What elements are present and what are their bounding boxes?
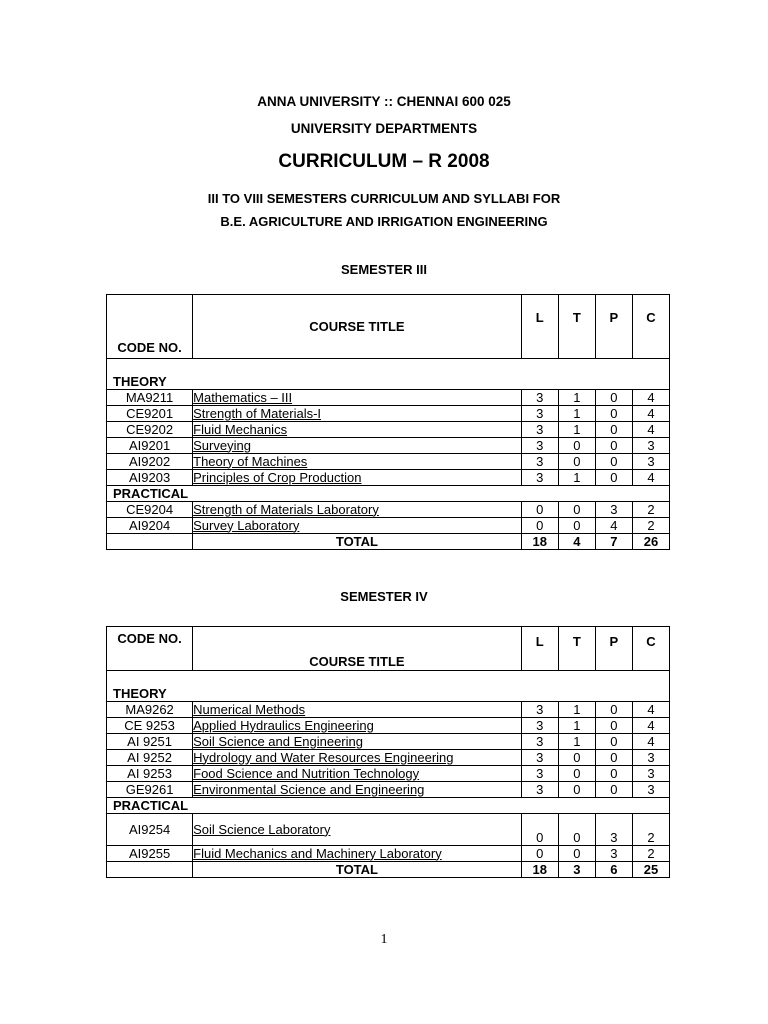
- lecture-hours: 0: [521, 518, 558, 534]
- lecture-hours: 3: [521, 390, 558, 406]
- theory-label: THEORY: [107, 359, 670, 390]
- table-row: [107, 734, 670, 750]
- university-name: ANNA UNIVERSITY :: CHENNAI 600 025: [257, 94, 511, 109]
- total-t: 3: [558, 862, 595, 878]
- col-header-t: T: [558, 295, 595, 359]
- course-code: MA9262: [107, 702, 193, 718]
- credits: 3: [632, 454, 669, 470]
- col-header-code: CODE NO.: [107, 295, 193, 359]
- lecture-hours: 3: [521, 422, 558, 438]
- course-title: Strength of Materials-I: [193, 406, 522, 422]
- col-header-l: L: [521, 295, 558, 359]
- credits: 2: [632, 814, 669, 846]
- practical-hours: 0: [595, 750, 632, 766]
- page-number: 1: [380, 932, 388, 947]
- credits: 3: [632, 750, 669, 766]
- departments-heading: UNIVERSITY DEPARTMENTS: [290, 121, 478, 136]
- practical-hours: 4: [595, 518, 632, 534]
- table-row: [107, 718, 670, 734]
- course-title: Soil Science Laboratory: [193, 814, 522, 846]
- practical-hours: 0: [595, 734, 632, 750]
- tutorial-hours: 1: [558, 734, 595, 750]
- lecture-hours: 0: [521, 814, 558, 846]
- practical-hours: 3: [595, 502, 632, 518]
- col-header-t: T: [558, 627, 595, 671]
- tutorial-hours: 0: [558, 518, 595, 534]
- table-header-row: [107, 295, 670, 359]
- theory-section-row: [107, 671, 670, 702]
- course-title: Soil Science and Engineering: [193, 734, 522, 750]
- credits: 4: [632, 406, 669, 422]
- practical-hours: 0: [595, 390, 632, 406]
- credits: 3: [632, 782, 669, 798]
- tutorial-hours: 0: [558, 782, 595, 798]
- col-header-title: COURSE TITLE: [193, 295, 522, 359]
- table-row: [107, 766, 670, 782]
- tutorial-hours: 1: [558, 390, 595, 406]
- col-header-c: C: [632, 627, 669, 671]
- course-title: Strength of Materials Laboratory: [193, 502, 522, 518]
- course-title: Principles of Crop Production: [193, 470, 522, 486]
- practical-label: PRACTICAL: [107, 798, 670, 814]
- table-row: [107, 814, 670, 846]
- total-l: 18: [521, 534, 558, 550]
- total-t: 4: [558, 534, 595, 550]
- tutorial-hours: 0: [558, 766, 595, 782]
- credits: 2: [632, 502, 669, 518]
- course-title: Surveying: [193, 438, 522, 454]
- theory-section-row: [107, 359, 670, 390]
- table-row: [107, 502, 670, 518]
- lecture-hours: 0: [521, 502, 558, 518]
- table-row: [107, 470, 670, 486]
- tutorial-hours: 1: [558, 718, 595, 734]
- tutorial-hours: 1: [558, 702, 595, 718]
- tutorial-hours: 1: [558, 422, 595, 438]
- credits: 3: [632, 438, 669, 454]
- practical-hours: 0: [595, 782, 632, 798]
- credits: 4: [632, 718, 669, 734]
- course-code: AI9204: [107, 518, 193, 534]
- course-title: Mathematics – III: [193, 390, 522, 406]
- practical-hours: 0: [595, 718, 632, 734]
- tutorial-hours: 0: [558, 502, 595, 518]
- table-row: [107, 846, 670, 862]
- credits: 3: [632, 766, 669, 782]
- total-row: [107, 862, 670, 878]
- col-header-code: CODE NO.: [107, 627, 193, 671]
- semesters-subtitle: III TO VIII SEMESTERS CURRICULUM AND SYLLABI FOR: [207, 191, 561, 206]
- lecture-hours: 3: [521, 454, 558, 470]
- tutorial-hours: 1: [558, 406, 595, 422]
- total-l: 18: [521, 862, 558, 878]
- col-header-title: COURSE TITLE: [193, 627, 522, 671]
- course-title: Theory of Machines: [193, 454, 522, 470]
- course-title: Numerical Methods: [193, 702, 522, 718]
- lecture-hours: 3: [521, 766, 558, 782]
- course-code: CE 9253: [107, 718, 193, 734]
- total-c: 26: [632, 534, 669, 550]
- curriculum-title: CURRICULUM – R 2008: [278, 151, 490, 172]
- lecture-hours: 3: [521, 406, 558, 422]
- lecture-hours: 3: [521, 438, 558, 454]
- programme-title: B.E. AGRICULTURE AND IRRIGATION ENGINEERING: [220, 214, 548, 229]
- course-title: Food Science and Nutrition Technology: [193, 766, 522, 782]
- theory-label: THEORY: [107, 671, 670, 702]
- tutorial-hours: 0: [558, 814, 595, 846]
- table-row: [107, 782, 670, 798]
- practical-hours: 0: [595, 422, 632, 438]
- tutorial-hours: 1: [558, 470, 595, 486]
- semester-3-heading: SEMESTER III: [341, 262, 427, 277]
- table-row: [107, 454, 670, 470]
- course-title: Fluid Mechanics: [193, 422, 522, 438]
- course-code: AI 9253: [107, 766, 193, 782]
- lecture-hours: 3: [521, 470, 558, 486]
- lecture-hours: 3: [521, 782, 558, 798]
- practical-hours: 0: [595, 470, 632, 486]
- course-title: Survey Laboratory: [193, 518, 522, 534]
- table-row: [107, 702, 670, 718]
- credits: 4: [632, 390, 669, 406]
- practical-label: PRACTICAL: [107, 486, 670, 502]
- course-code: AI9255: [107, 846, 193, 862]
- practical-hours: 0: [595, 766, 632, 782]
- credits: 4: [632, 422, 669, 438]
- table-row: [107, 422, 670, 438]
- credits: 4: [632, 734, 669, 750]
- col-header-p: P: [595, 627, 632, 671]
- table-row: [107, 406, 670, 422]
- total-row: [107, 534, 670, 550]
- total-p: 7: [595, 534, 632, 550]
- total-empty-cell: [107, 862, 193, 878]
- tutorial-hours: 0: [558, 454, 595, 470]
- total-label: TOTAL: [193, 862, 522, 878]
- table-header-row: [107, 627, 670, 671]
- col-header-c: C: [632, 295, 669, 359]
- tutorial-hours: 0: [558, 750, 595, 766]
- practical-section-row: [107, 486, 670, 502]
- practical-hours: 0: [595, 454, 632, 470]
- course-code: GE9261: [107, 782, 193, 798]
- practical-hours: 3: [595, 814, 632, 846]
- practical-hours: 0: [595, 438, 632, 454]
- course-code: CE9201: [107, 406, 193, 422]
- total-p: 6: [595, 862, 632, 878]
- course-code: MA9211: [107, 390, 193, 406]
- total-empty-cell: [107, 534, 193, 550]
- lecture-hours: 3: [521, 750, 558, 766]
- table-row: [107, 518, 670, 534]
- course-title: Hydrology and Water Resources Engineering: [193, 750, 522, 766]
- course-code: AI 9251: [107, 734, 193, 750]
- lecture-hours: 0: [521, 846, 558, 862]
- col-header-l: L: [521, 627, 558, 671]
- credits: 4: [632, 702, 669, 718]
- practical-section-row: [107, 798, 670, 814]
- course-code: AI 9252: [107, 750, 193, 766]
- practical-hours: 0: [595, 702, 632, 718]
- course-code: CE9202: [107, 422, 193, 438]
- practical-hours: 0: [595, 406, 632, 422]
- credits: 2: [632, 518, 669, 534]
- tutorial-hours: 0: [558, 846, 595, 862]
- col-header-p: P: [595, 295, 632, 359]
- semester-4-heading: SEMESTER IV: [340, 589, 428, 604]
- course-title: Applied Hydraulics Engineering: [193, 718, 522, 734]
- credits: 4: [632, 470, 669, 486]
- semester-3-table: [106, 294, 670, 550]
- total-c: 25: [632, 862, 669, 878]
- lecture-hours: 3: [521, 702, 558, 718]
- course-code: AI9254: [107, 814, 193, 846]
- course-code: CE9204: [107, 502, 193, 518]
- lecture-hours: 3: [521, 734, 558, 750]
- course-title: Environmental Science and Engineering: [193, 782, 522, 798]
- course-code: AI9202: [107, 454, 193, 470]
- course-title: Fluid Mechanics and Machinery Laboratory: [193, 846, 522, 862]
- lecture-hours: 3: [521, 718, 558, 734]
- course-code: AI9203: [107, 470, 193, 486]
- course-code: AI9201: [107, 438, 193, 454]
- table-row: [107, 438, 670, 454]
- total-label: TOTAL: [193, 534, 522, 550]
- semester-4-table: [106, 626, 670, 878]
- tutorial-hours: 0: [558, 438, 595, 454]
- table-row: [107, 390, 670, 406]
- credits: 2: [632, 846, 669, 862]
- table-row: [107, 750, 670, 766]
- practical-hours: 3: [595, 846, 632, 862]
